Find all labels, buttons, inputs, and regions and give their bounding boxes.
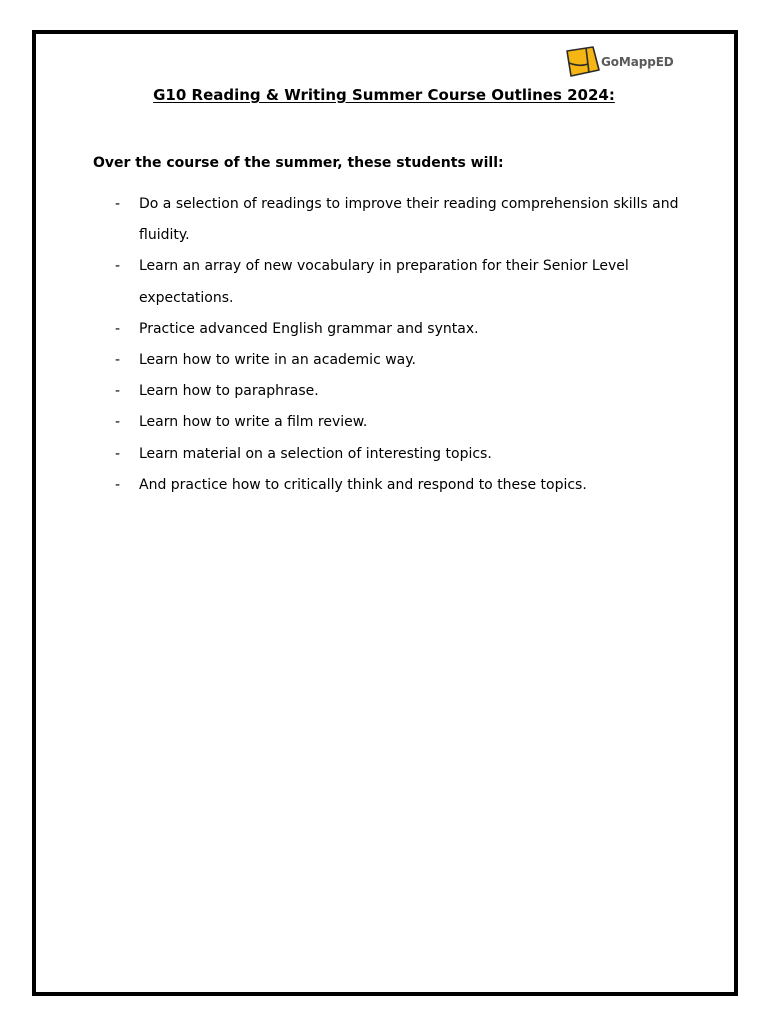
list-item-text: Learn an array of new vocabulary in preparation for their Senior Level expectations. (139, 258, 629, 306)
page-border (32, 30, 738, 996)
bullet-dash: - (115, 383, 121, 400)
logo-text: GoMappED (601, 55, 674, 69)
logo (566, 46, 674, 78)
list-item (0, 251, 679, 313)
list-item (0, 345, 679, 376)
document-title: G10 Reading & Writing Summer Course Outlines 2024: (153, 86, 615, 104)
bullet-dash: - (115, 352, 121, 369)
bullet-dash: - (115, 476, 121, 493)
gomapped-logo-icon (566, 46, 600, 78)
list-item-text: Practice advanced English grammar and syntax. (139, 320, 479, 337)
list-item (0, 407, 679, 438)
bullet-dash: - (115, 320, 121, 337)
list-item (0, 189, 679, 251)
list-item-text: Learn how to write a film review. (139, 414, 368, 431)
list-item (0, 314, 679, 345)
list-item-text: And practice how to critically think and respond to these topics. (139, 476, 587, 493)
list-item (0, 376, 679, 407)
outline-list (0, 189, 768, 501)
list-item-text: Do a selection of readings to improve their reading comprehension skills and fluidity. (139, 196, 679, 244)
list-item-text: Learn material on a selection of interesting topics. (139, 445, 492, 462)
intro-text: Over the course of the summer, these students will: (93, 155, 504, 171)
bullet-dash: - (115, 445, 121, 462)
list-item-text: Learn how to write in an academic way. (139, 352, 416, 369)
bullet-dash: - (115, 414, 121, 431)
bullet-dash: - (115, 196, 121, 212)
list-item (0, 439, 679, 470)
bullet-dash: - (115, 258, 121, 275)
list-item-text: Learn how to paraphrase. (139, 383, 319, 400)
list-item (0, 470, 679, 501)
